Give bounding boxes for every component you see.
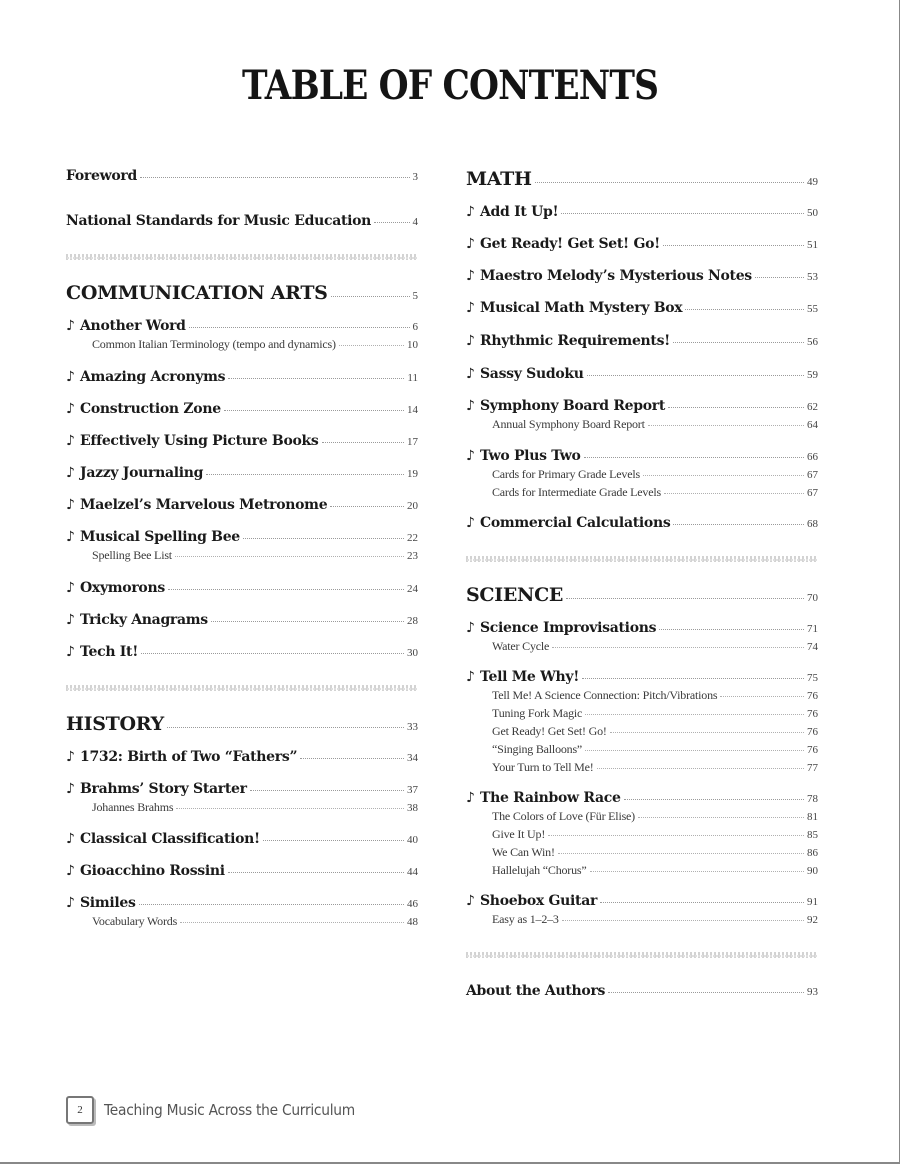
dot-leader: [228, 378, 404, 379]
section-divider: [466, 952, 818, 958]
toc-entry-jazzy-journaling[interactable]: [66, 465, 418, 481]
music-note-icon: ♪: [66, 831, 75, 847]
dot-leader: [608, 992, 804, 993]
footer-page-number: 2: [66, 1096, 94, 1124]
subentry-title: We Can Win!: [492, 845, 555, 859]
toc-subentry-colors-of-love[interactable]: [466, 809, 818, 824]
dot-leader: [330, 506, 404, 507]
toc-entry-foreword[interactable]: [66, 168, 418, 184]
subentry-title: Hallelujah “Chorus”: [492, 863, 587, 877]
entry-title: Classical Classification!: [80, 831, 260, 847]
dot-leader: [180, 922, 404, 923]
toc-subentry-give-it-up[interactable]: [466, 827, 818, 842]
dot-leader: [189, 327, 410, 328]
dot-leader: [587, 375, 804, 376]
page-number: 67: [807, 487, 818, 499]
dot-leader: [664, 493, 804, 494]
dot-leader: [206, 474, 404, 475]
dot-leader: [139, 904, 404, 905]
dot-leader: [673, 342, 804, 343]
page-number: 23: [407, 550, 418, 562]
entry-title: Effectively Using Picture Books: [80, 433, 319, 449]
dot-leader: [685, 309, 804, 310]
subentry-title: Easy as 1–2–3: [492, 912, 559, 926]
page-number: 93: [807, 986, 818, 998]
page-number: 77: [807, 762, 818, 774]
entry-title: Maestro Melody’s Mysterious Notes: [480, 268, 752, 284]
page-number: 76: [807, 726, 818, 738]
music-note-icon: ♪: [466, 669, 475, 685]
entry-title: Tell Me Why!: [480, 669, 580, 685]
entry-title: Two Plus Two: [480, 448, 581, 464]
toc-subentry-primary-cards[interactable]: [466, 467, 818, 482]
toc-entry-maestro-melody[interactable]: [466, 268, 818, 284]
music-note-icon: ♪: [466, 366, 475, 382]
dot-leader: [558, 853, 804, 854]
entry-title: Shoebox Guitar: [480, 893, 598, 909]
toc-entry-similes[interactable]: [66, 895, 418, 911]
toc-entry-mystery-box[interactable]: [466, 300, 818, 316]
dot-leader: [585, 750, 804, 751]
toc-entry-about-authors[interactable]: [466, 983, 818, 999]
entry-title: Get Ready! Get Set! Go!: [480, 236, 661, 252]
entry-title: Gioacchino Rossini: [80, 863, 225, 879]
toc-entry-picture-books[interactable]: [66, 433, 418, 449]
entry-title: Sassy Sudoku: [480, 366, 584, 382]
toc-entry-construction-zone[interactable]: [66, 401, 418, 417]
music-note-icon: ♪: [66, 369, 75, 385]
toc-section-math[interactable]: [466, 168, 818, 190]
toc-entry-classical-classification[interactable]: [66, 831, 418, 847]
page-number: 4: [412, 216, 418, 228]
page-number: 34: [407, 752, 418, 764]
toc-subentry-water-cycle[interactable]: [466, 639, 818, 654]
dot-leader: [562, 920, 804, 921]
page-number: 40: [407, 834, 418, 846]
page-number: 74: [807, 641, 818, 653]
entry-title: Brahms’ Story Starter: [80, 781, 247, 797]
page-number: 85: [807, 829, 818, 841]
music-note-icon: ♪: [466, 448, 475, 464]
music-note-icon: ♪: [66, 612, 75, 628]
page-number: 64: [807, 419, 818, 431]
music-note-icon: ♪: [66, 318, 75, 334]
dot-leader: [331, 296, 410, 297]
page-number: 3: [412, 171, 418, 183]
page-number: 70: [807, 592, 818, 604]
page-number: 68: [807, 518, 818, 530]
section-divider: [66, 254, 418, 260]
music-note-icon: ♪: [466, 268, 475, 284]
music-note-icon: ♪: [66, 433, 75, 449]
entry-title: Foreword: [66, 168, 137, 184]
music-note-icon: ♪: [466, 790, 475, 806]
toc-subentry-hallelujah[interactable]: [466, 863, 818, 878]
entry-title: Musical Spelling Bee: [80, 529, 240, 545]
toc-entry-shoebox-guitar[interactable]: [466, 893, 818, 909]
toc-entry-tricky-anagrams[interactable]: [66, 612, 418, 628]
dot-leader: [600, 902, 804, 903]
section-title: SCIENCE: [466, 584, 564, 606]
entry-title: Maelzel’s Marvelous Metronome: [80, 497, 328, 513]
dot-leader: [597, 768, 804, 769]
page-number: 19: [407, 468, 418, 480]
toc-entry-1732[interactable]: [66, 749, 418, 765]
page-number: 24: [407, 583, 418, 595]
entry-title: Tricky Anagrams: [80, 612, 208, 628]
dot-leader: [566, 598, 804, 599]
subentry-title: Cards for Primary Grade Levels: [492, 467, 640, 481]
page-number: 50: [807, 207, 818, 219]
toc-entry-two-plus-two[interactable]: [466, 448, 818, 464]
page-number: 38: [407, 802, 418, 814]
page-number: 92: [807, 914, 818, 926]
dot-leader: [584, 457, 804, 458]
page-number: 78: [807, 793, 818, 805]
page-number: 48: [407, 916, 418, 928]
entry-title: Another Word: [80, 318, 186, 334]
dot-leader: [663, 245, 804, 246]
subentry-title: Water Cycle: [492, 639, 550, 653]
dot-leader: [211, 621, 404, 622]
toc-entry-science-improvisations[interactable]: [466, 620, 818, 636]
music-note-icon: ♪: [466, 893, 475, 909]
page-number: 81: [807, 811, 818, 823]
music-note-icon: ♪: [66, 863, 75, 879]
section-title: HISTORY: [66, 713, 164, 735]
toc-entry-musical-spelling-bee[interactable]: [66, 529, 418, 545]
page-number: 20: [407, 500, 418, 512]
entry-title: Construction Zone: [80, 401, 221, 417]
toc-subentry-spelling-bee-list[interactable]: [66, 548, 418, 563]
section-title: MATH: [466, 168, 532, 190]
toc-entry-maelzel-metronome[interactable]: [66, 497, 418, 513]
dot-leader: [643, 475, 804, 476]
page-number: 76: [807, 690, 818, 702]
music-note-icon: ♪: [466, 300, 475, 316]
toc-subentry-your-turn[interactable]: [466, 760, 818, 775]
toc-subentry-intermediate-cards[interactable]: [466, 485, 818, 500]
page-number: 62: [807, 401, 818, 413]
toc-entry-national-standards[interactable]: [66, 213, 418, 229]
toc-entry-another-word[interactable]: [66, 318, 418, 334]
dot-leader: [263, 840, 404, 841]
dot-leader: [168, 589, 404, 590]
page-number: 53: [807, 271, 818, 283]
dot-leader: [610, 732, 804, 733]
subentry-title: Give It Up!: [492, 827, 546, 841]
music-note-icon: ♪: [466, 398, 475, 414]
dot-leader: [585, 714, 804, 715]
page-number: 28: [407, 615, 418, 627]
page-number: 75: [807, 672, 818, 684]
toc-subentry-vocabulary-words[interactable]: [66, 914, 418, 929]
toc-entry-brahms-story-starter[interactable]: [66, 781, 418, 797]
dot-leader: [176, 808, 404, 809]
subentry-title: Tell Me! A Science Connection: Pitch/Vibrations: [492, 688, 718, 702]
entry-title: 1732: Birth of Two “Fathers”: [80, 749, 298, 765]
toc-section-communication-arts[interactable]: [66, 282, 418, 304]
page-number: 56: [807, 336, 818, 348]
dot-leader: [720, 696, 804, 697]
entry-title: National Standards for Music Education: [66, 213, 372, 229]
music-note-icon: ♪: [466, 236, 475, 252]
entry-title: Tech It!: [80, 644, 139, 660]
entry-title: Science Improvisations: [480, 620, 657, 636]
page-number: 51: [807, 239, 818, 251]
subentry-title: Vocabulary Words: [92, 914, 178, 928]
toc-entry-rhythmic-requirements[interactable]: [466, 333, 818, 349]
music-note-icon: ♪: [66, 895, 75, 911]
dot-leader: [535, 182, 804, 183]
dot-leader: [140, 177, 410, 178]
page-number: 44: [407, 866, 418, 878]
music-note-icon: ♪: [66, 497, 75, 513]
toc-entry-tell-me-why[interactable]: [466, 669, 818, 685]
entry-title: Rhythmic Requirements!: [480, 333, 671, 349]
dot-leader: [243, 538, 404, 539]
dot-leader: [755, 277, 804, 278]
footer-book-title: Teaching Music Across the Curriculum: [104, 1101, 355, 1119]
page-number: 33: [407, 721, 418, 733]
music-note-icon: ♪: [466, 515, 475, 531]
dot-leader: [582, 678, 804, 679]
dot-leader: [141, 653, 404, 654]
toc-subentry-johannes-brahms[interactable]: [66, 800, 418, 815]
dot-leader: [668, 407, 804, 408]
music-note-icon: ♪: [66, 580, 75, 596]
page-number: 90: [807, 865, 818, 877]
toc-entry-commercial-calculations[interactable]: [466, 515, 818, 531]
toc-entry-add-it-up[interactable]: [466, 204, 818, 220]
dot-leader: [175, 556, 404, 557]
page-number: 46: [407, 898, 418, 910]
page-number: 66: [807, 451, 818, 463]
page-number: 5: [412, 290, 418, 302]
subentry-title: Johannes Brahms: [92, 800, 174, 814]
section-title: COMMUNICATION ARTS: [66, 282, 328, 304]
page-number: 55: [807, 303, 818, 315]
toc-subentry-get-ready[interactable]: [466, 724, 818, 739]
music-note-icon: ♪: [466, 333, 475, 349]
toc-entry-tech-it[interactable]: [66, 644, 418, 660]
dot-leader: [224, 410, 404, 411]
entry-title: Amazing Acronyms: [80, 369, 226, 385]
subentry-title: Annual Symphony Board Report: [492, 417, 645, 431]
subentry-title: Cards for Intermediate Grade Levels: [492, 485, 661, 499]
entry-title: Commercial Calculations: [480, 515, 671, 531]
entry-title: Musical Math Mystery Box: [480, 300, 683, 316]
page-number: 11: [407, 372, 418, 384]
dot-leader: [167, 727, 404, 728]
dot-leader: [624, 799, 804, 800]
toc-section-history[interactable]: [66, 713, 418, 735]
music-note-icon: ♪: [66, 401, 75, 417]
dot-leader: [322, 442, 404, 443]
dot-leader: [548, 835, 804, 836]
toc-entry-oxymorons[interactable]: [66, 580, 418, 596]
page-number: 17: [407, 436, 418, 448]
toc-subentry-annual-report[interactable]: [466, 417, 818, 432]
dot-leader: [374, 222, 409, 223]
toc-subentry-italian-terminology[interactable]: [66, 337, 418, 352]
page-number: 76: [807, 708, 818, 720]
page-title: TABLE OF CONTENTS: [241, 62, 659, 109]
toc-subentry-singing-balloons[interactable]: [466, 742, 818, 757]
dot-leader: [228, 872, 404, 873]
toc-subentry-tuning-fork[interactable]: [466, 706, 818, 721]
dot-leader: [250, 790, 404, 791]
toc-entry-get-ready[interactable]: [466, 236, 818, 252]
subentry-title: Tuning Fork Magic: [492, 706, 583, 720]
page-number: 49: [807, 176, 818, 188]
toc-entry-sassy-sudoku[interactable]: [466, 366, 818, 382]
section-divider: [66, 685, 418, 691]
dot-leader: [300, 758, 404, 759]
music-note-icon: ♪: [66, 644, 75, 660]
dot-leader: [561, 213, 804, 214]
page-number: 91: [807, 896, 818, 908]
toc-subentry-we-can-win[interactable]: [466, 845, 818, 860]
entry-title: Symphony Board Report: [480, 398, 666, 414]
entry-title: Add It Up!: [480, 204, 559, 220]
dot-leader: [590, 871, 804, 872]
music-note-icon: ♪: [466, 204, 475, 220]
music-note-icon: ♪: [466, 620, 475, 636]
subentry-title: Your Turn to Tell Me!: [492, 760, 594, 774]
toc-subentry-easy-as-123[interactable]: [466, 912, 818, 927]
page-number: 76: [807, 744, 818, 756]
entry-title: Jazzy Journaling: [80, 465, 204, 481]
page-number: 6: [412, 321, 418, 333]
page-number: 10: [407, 339, 418, 351]
subentry-title: Common Italian Terminology (tempo and dynamics): [92, 337, 336, 351]
dot-leader: [648, 425, 804, 426]
section-divider: [466, 556, 818, 562]
page-number: 71: [807, 623, 818, 635]
page-number: 22: [407, 532, 418, 544]
music-note-icon: ♪: [66, 465, 75, 481]
entry-title: About the Authors: [466, 983, 606, 999]
music-note-icon: ♪: [66, 529, 75, 545]
subentry-title: “Singing Balloons”: [492, 742, 583, 756]
entry-title: Oxymorons: [80, 580, 165, 596]
page-number: 30: [407, 647, 418, 659]
toc-subentry-pitch-vibrations[interactable]: [466, 688, 818, 703]
dot-leader: [659, 629, 804, 630]
dot-leader: [339, 345, 404, 346]
music-note-icon: ♪: [66, 781, 75, 797]
toc-entry-amazing-acronyms[interactable]: [66, 369, 418, 385]
entry-title: The Rainbow Race: [480, 790, 621, 806]
music-note-icon: ♪: [66, 749, 75, 765]
subentry-title: Get Ready! Get Set! Go!: [492, 724, 607, 738]
page-number: 37: [407, 784, 418, 796]
page-number: 59: [807, 369, 818, 381]
page-number: 67: [807, 469, 818, 481]
dot-leader: [673, 524, 804, 525]
subentry-title: The Colors of Love (Für Elise): [492, 809, 635, 823]
toc-section-science[interactable]: [466, 584, 818, 606]
entry-title: Similes: [80, 895, 136, 911]
dot-leader: [552, 647, 804, 648]
subentry-title: Spelling Bee List: [92, 548, 172, 562]
page-footer: [66, 1096, 377, 1124]
page-number: 14: [407, 404, 418, 416]
toc-entry-gioacchino-rossini[interactable]: [66, 863, 418, 879]
toc-entry-symphony-board-report[interactable]: [466, 398, 818, 414]
page-number: 86: [807, 847, 818, 859]
dot-leader: [638, 817, 804, 818]
toc-entry-rainbow-race[interactable]: [466, 790, 818, 806]
